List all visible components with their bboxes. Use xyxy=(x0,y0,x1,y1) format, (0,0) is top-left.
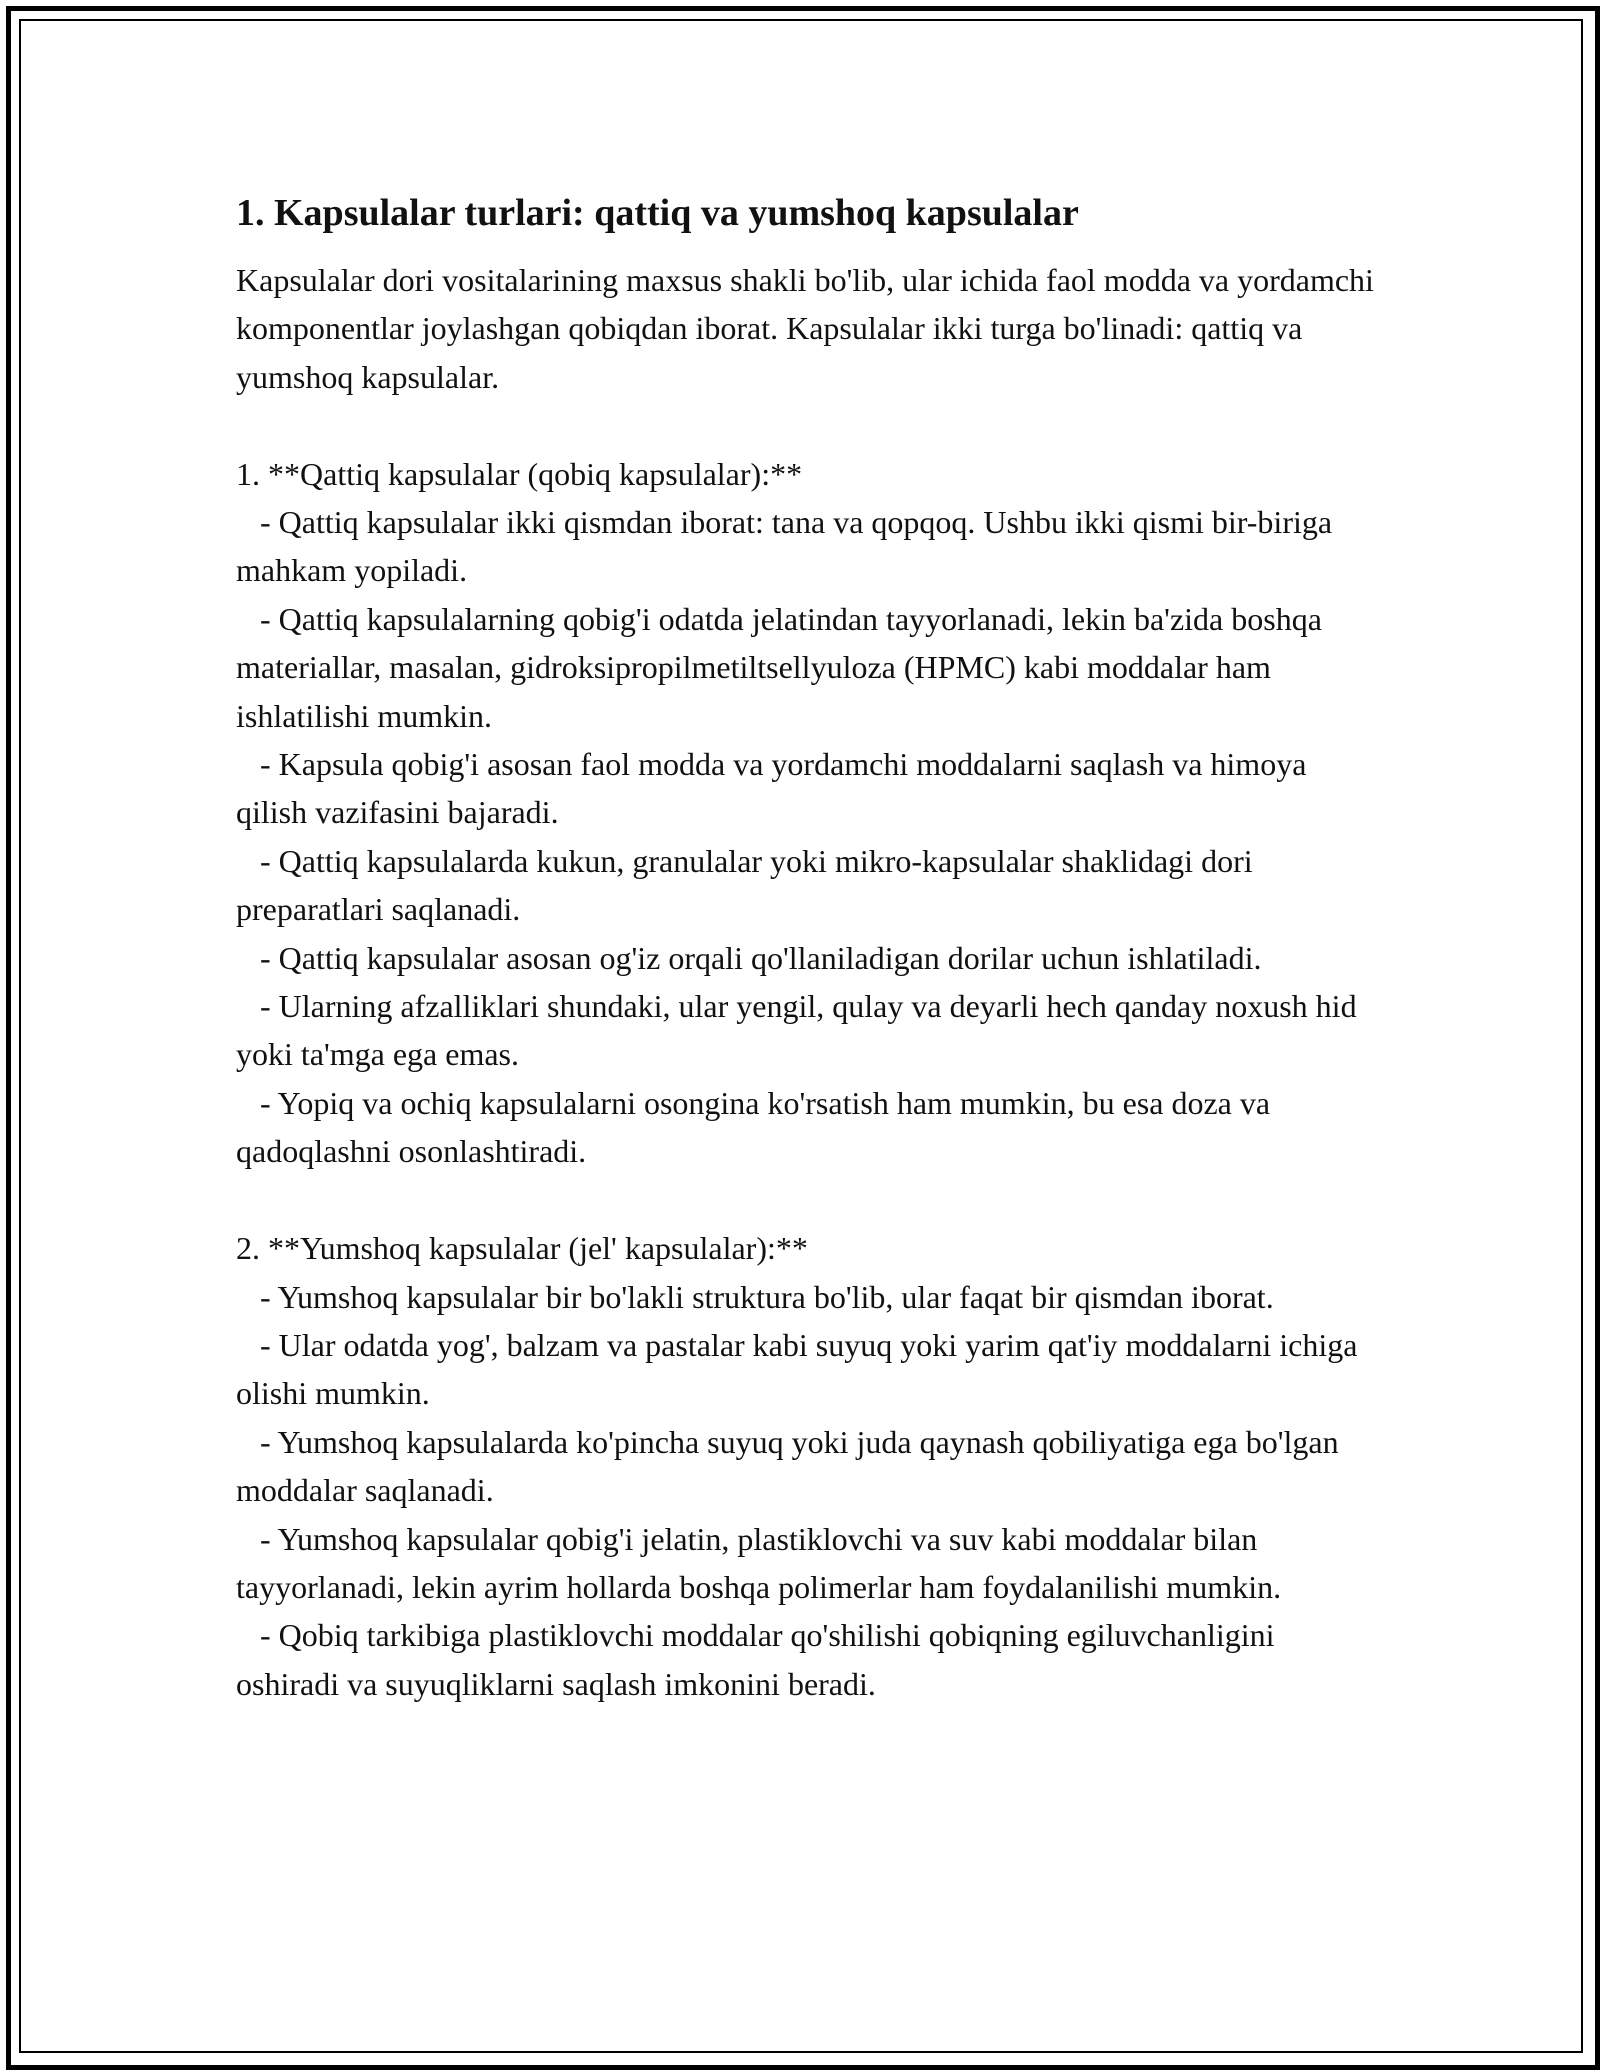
list-item: - Qattiq kapsulalarda kukun, granulalar yoki mikro-kapsulalar shaklidagi dori preparatlari saqlanadi. xyxy=(236,842,1253,928)
blank-line xyxy=(236,1176,1376,1224)
list-item: - Qobiq tarkibiga plastiklovchi moddalar qo'shilishi qobiqning egiluvchanligini oshiradi va suyuqliklarni saqlash imkonini beradi. xyxy=(236,1617,1275,1702)
list-item: - Yumshoq kapsulalar qobig'i jelatin, plastiklovchi va suv kabi moddalar bilan tayyorlanadi, lekin ayrim hollarda boshqa polimerlar ham foydalanilishi mumkin. xyxy=(236,1520,1282,1605)
list-item: - Qattiq kapsulalar asosan og'iz orqali qo'llaniladigan dorilar uchun ishlatiladi. xyxy=(260,939,1262,976)
list-item: - Yumshoq kapsulalar bir bo'lakli struktura bo'lib, ular faqat bir qismdan iborat. xyxy=(260,1278,1274,1315)
document-body xyxy=(236,188,1376,1708)
section-heading: 2. **Yumshoq kapsulalar (jel' kapsulalar):** xyxy=(236,1230,808,1267)
list-item: - Yumshoq kapsulalarda ko'pincha suyuq yoki juda qaynash qobiliyatiga ega bo'lgan moddalar saqlanadi. xyxy=(236,1423,1339,1509)
list-item: - Qattiq kapsulalarning qobig'i odatda jelatindan tayyorlanadi, lekin ba'zida boshqa materiallar, masalan, gidroksipropilmetiltsellyuloza (HPMC) kabi moddalar ham ishlatilishi mumkin. xyxy=(236,600,1322,734)
section-hard-capsules xyxy=(236,450,1376,1176)
section-soft-capsules xyxy=(236,1224,1376,1708)
section-heading: 1. **Qattiq kapsulalar (qobiq kapsulalar):** xyxy=(236,455,803,492)
list-item: - Ular odatda yog', balzam va pastalar kabi suyuq yoki yarim qat'iy moddalarni ichiga olishi mumkin. xyxy=(236,1326,1358,1412)
intro-paragraph: Kapsulalar dori vositalarining maxsus shakli bo'lib, ular ichida faol modda va yordamchi komponentlar joylashgan qobiqdan iborat. Kapsulalar ikki turga bo'linadi: qattiq va yumshoq kapsulalar. xyxy=(236,262,1374,395)
blank-line xyxy=(236,401,1376,449)
list-item: - Kapsula qobig'i asosan faol modda va yordamchi moddalarni saqlash va himoya qilish vazifasini bajaradi. xyxy=(236,746,1307,831)
list-item: - Yopiq va ochiq kapsulalarni osongina ko'rsatish ham mumkin, bu esa doza va qadoqlashni osonlashtiradi. xyxy=(236,1084,1271,1170)
list-item: - Qattiq kapsulalar ikki qismdan iborat: tana va qopqoq. Ushbu ikki qismi bir-biriga mahkam yopiladi. xyxy=(236,504,1333,589)
document-title: 1. Kapsulalar turlari: qattiq va yumshoq kapsulalar xyxy=(236,192,1079,234)
list-item: - Ularning afzalliklari shundaki, ular yengil, qulay va deyarli hech qanday noxush hid yoki ta'mga ega emas. xyxy=(236,988,1357,1073)
